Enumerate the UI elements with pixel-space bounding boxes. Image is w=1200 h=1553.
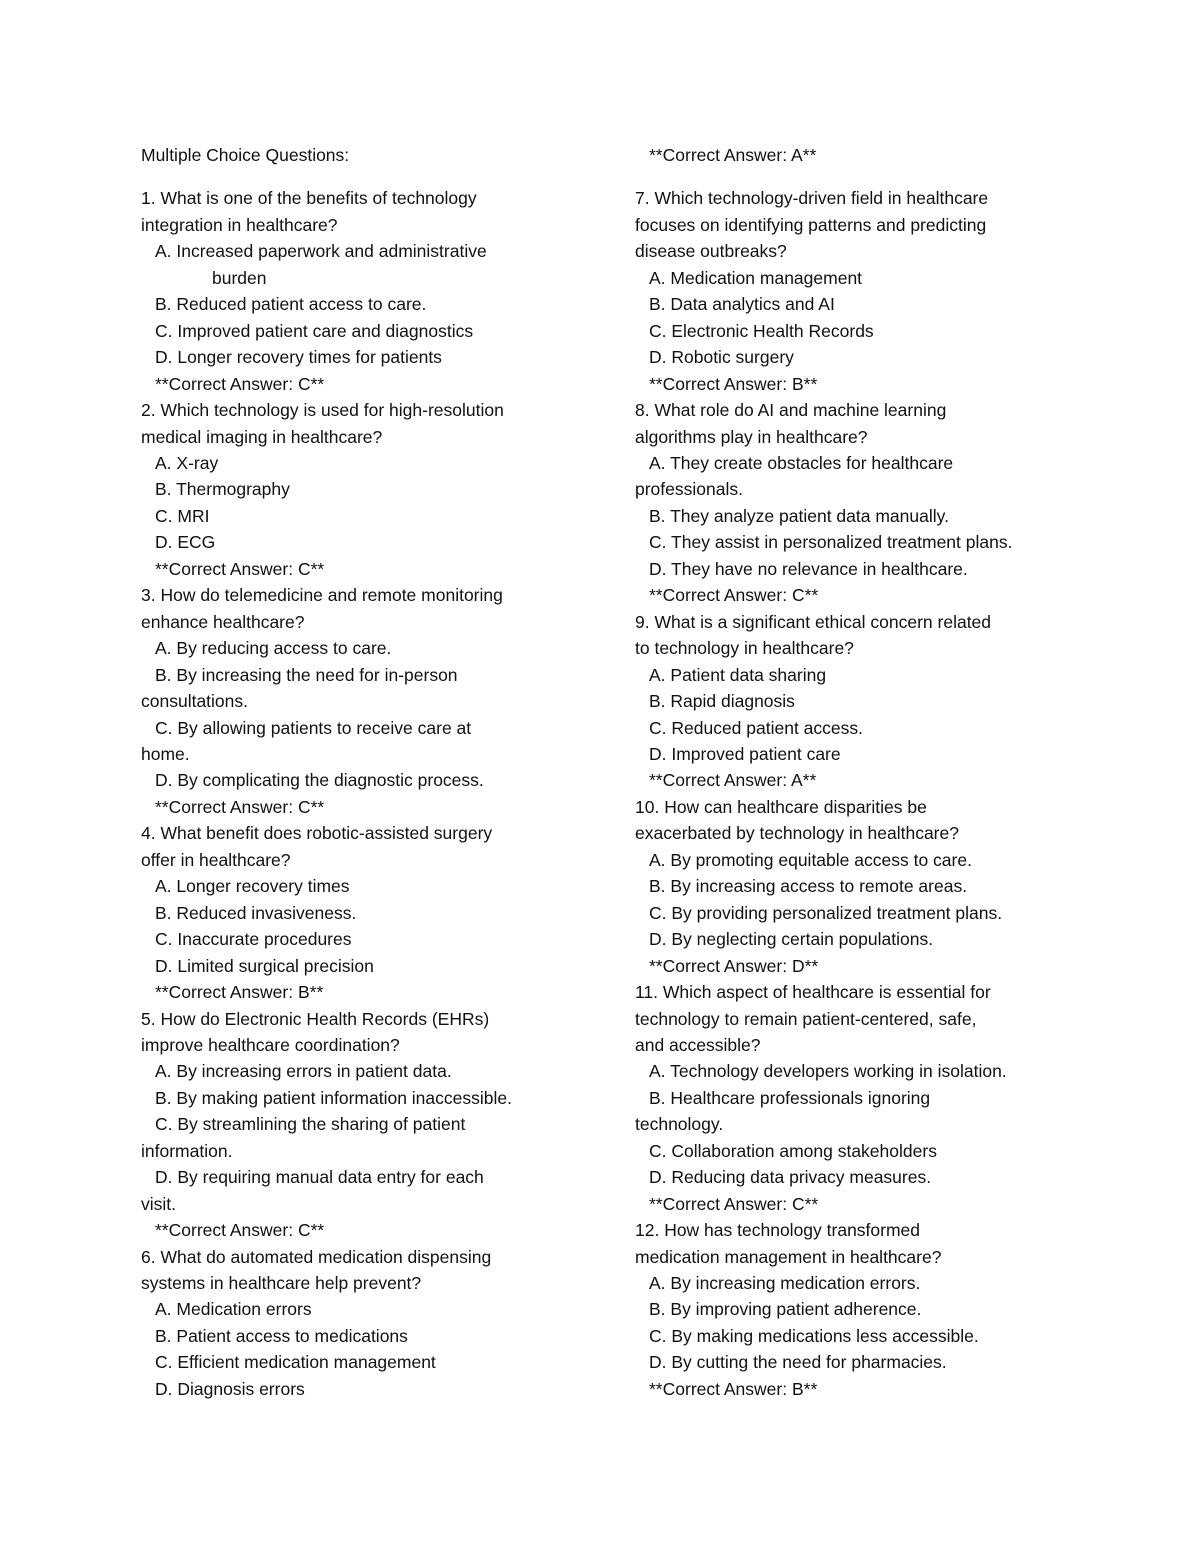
option-d: D. By requiring manual data entry for each	[155, 1167, 484, 1188]
correct-answer: **Correct Answer: A**	[649, 145, 817, 165]
question-text: 1. What is one of the benefits of technology	[141, 188, 477, 209]
option-b: B. Thermography	[155, 479, 290, 500]
correct-answer: **Correct Answer: C**	[155, 796, 325, 817]
question-text: improve healthcare coordination?	[141, 1034, 400, 1055]
option-d: D. By neglecting certain populations.	[649, 929, 934, 950]
option-a: A. By promoting equitable access to care.	[649, 849, 972, 870]
option-b: B. By increasing the need for in-person	[155, 664, 458, 685]
option-b: B. By increasing access to remote areas.	[649, 876, 968, 897]
option-c: C. Reduced patient access.	[649, 717, 864, 738]
question-text: integration in healthcare?	[141, 214, 338, 235]
option-d: D. Limited surgical precision	[155, 955, 374, 976]
question-11	[635, 979, 1075, 1217]
question-12	[635, 1217, 1075, 1402]
question-3	[141, 582, 581, 820]
question-text: exacerbated by technology in healthcare?	[635, 823, 959, 844]
question-text: 7. Which technology-driven field in healthcare	[635, 188, 989, 209]
option-a: A. Technology developers working in isolation.	[649, 1061, 1007, 1082]
question-text: 4. What benefit does robotic-assisted surgery	[141, 823, 493, 844]
option-c-continued: home.	[141, 743, 190, 764]
option-c: C. By streamlining the sharing of patient	[155, 1114, 466, 1135]
option-b: B. By making patient information inaccessible.	[155, 1087, 512, 1108]
correct-answer: **Correct Answer: C**	[155, 1220, 325, 1241]
option-b: B. By improving patient adherence.	[649, 1299, 922, 1320]
correct-answer: **Correct Answer: C**	[649, 1193, 819, 1214]
option-a: A. By increasing medication errors.	[649, 1273, 921, 1294]
option-c: C. Collaboration among stakeholders	[649, 1140, 937, 1161]
option-c: C. Inaccurate procedures	[155, 929, 352, 950]
option-a: A. Medication management	[649, 267, 863, 288]
question-text: 5. How do Electronic Health Records (EHRs)	[141, 1008, 490, 1029]
option-c: C. By making medications less accessible.	[649, 1325, 979, 1346]
option-d: D. Improved patient care	[649, 743, 841, 764]
right-column	[635, 142, 1075, 1402]
option-d: D. They have no relevance in healthcare.	[649, 558, 968, 579]
option-c: C. Efficient medication management	[155, 1352, 436, 1373]
option-c: C. By allowing patients to receive care at	[155, 717, 472, 738]
question-text: 2. Which technology is used for high-resolution	[141, 400, 504, 421]
question-4	[141, 820, 581, 1005]
option-c: C. MRI	[155, 505, 210, 526]
option-b: B. Rapid diagnosis	[649, 691, 795, 712]
question-text: disease outbreaks?	[635, 241, 787, 262]
question-text: systems in healthcare help prevent?	[141, 1273, 422, 1294]
option-b: B. Reduced patient access to care.	[155, 294, 427, 315]
question-text: offer in healthcare?	[141, 849, 291, 870]
option-a: A. They create obstacles for healthcare	[649, 452, 954, 473]
question-text: to technology in healthcare?	[635, 638, 854, 659]
option-b-continued: consultations.	[141, 691, 249, 712]
option-a: A. By increasing errors in patient data.	[155, 1061, 452, 1082]
question-text: 8. What role do AI and machine learning	[635, 400, 947, 421]
correct-answer: **Correct Answer: C**	[155, 558, 325, 579]
question-text: and accessible?	[635, 1034, 761, 1055]
question-text: focuses on identifying patterns and predicting	[635, 214, 987, 235]
option-c: C. By providing personalized treatment plans.	[649, 902, 1003, 923]
option-d: D. Robotic surgery	[649, 347, 794, 368]
option-a-continued: professionals.	[635, 479, 743, 500]
question-7	[635, 185, 1075, 397]
correct-answer: **Correct Answer: C**	[155, 373, 325, 394]
question-text: 3. How do telemedicine and remote monitoring	[141, 585, 503, 606]
question-9	[635, 609, 1075, 794]
question-6	[141, 1244, 581, 1403]
option-b: B. Patient access to medications	[155, 1325, 408, 1346]
option-c: C. Improved patient care and diagnostics	[155, 320, 474, 341]
correct-answer: **Correct Answer: A**	[649, 770, 817, 791]
option-d: D. By cutting the need for pharmacies.	[649, 1352, 947, 1373]
option-a-continued: burden	[212, 267, 267, 288]
question-1	[141, 185, 581, 397]
option-d: D. Reducing data privacy measures.	[649, 1167, 932, 1188]
question-text: 12. How has technology transformed	[635, 1220, 921, 1241]
correct-answer: **Correct Answer: C**	[649, 585, 819, 606]
left-column	[141, 142, 581, 1402]
option-a: A. Longer recovery times	[155, 876, 350, 897]
option-b: B. They analyze patient data manually.	[649, 505, 949, 526]
question-text: 10. How can healthcare disparities be	[635, 796, 927, 817]
question-text: technology to remain patient-centered, safe,	[635, 1008, 977, 1029]
correct-answer: **Correct Answer: B**	[649, 1378, 818, 1399]
question-5	[141, 1006, 581, 1244]
option-b: B. Data analytics and AI	[649, 294, 835, 315]
option-a: A. Patient data sharing	[649, 664, 827, 685]
page-heading: Multiple Choice Questions:	[141, 145, 350, 165]
question-text: 9. What is a significant ethical concern related	[635, 611, 992, 632]
option-b: B. Reduced invasiveness.	[155, 902, 357, 923]
correct-answer: **Correct Answer: B**	[155, 982, 324, 1003]
question-text: algorithms play in healthcare?	[635, 426, 868, 447]
question-text: 11. Which aspect of healthcare is essential for	[635, 982, 991, 1003]
option-a: A. X-ray	[155, 452, 219, 473]
question-2	[141, 397, 581, 582]
option-d: D. ECG	[155, 532, 216, 553]
option-c: C. They assist in personalized treatment plans.	[649, 532, 1013, 553]
option-a: A. Increased paperwork and administrative	[155, 241, 487, 262]
question-10	[635, 794, 1075, 979]
option-c: C. Electronic Health Records	[649, 320, 874, 341]
option-b: B. Healthcare professionals ignoring	[649, 1087, 931, 1108]
question-text: medical imaging in healthcare?	[141, 426, 383, 447]
option-c-continued: information.	[141, 1140, 233, 1161]
question-text: 6. What do automated medication dispensing	[141, 1246, 492, 1267]
option-a: A. Medication errors	[155, 1299, 312, 1320]
option-d-continued: visit.	[141, 1193, 176, 1214]
option-d: D. By complicating the diagnostic process.	[155, 770, 484, 791]
question-text: medication management in healthcare?	[635, 1246, 942, 1267]
option-d: D. Longer recovery times for patients	[155, 347, 442, 368]
question-8	[635, 397, 1075, 609]
correct-answer: **Correct Answer: D**	[649, 955, 819, 976]
question-text: enhance healthcare?	[141, 611, 305, 632]
correct-answer: **Correct Answer: B**	[649, 373, 818, 394]
option-a: A. By reducing access to care.	[155, 638, 392, 659]
option-d: D. Diagnosis errors	[155, 1378, 305, 1399]
option-b-continued: technology.	[635, 1114, 724, 1135]
